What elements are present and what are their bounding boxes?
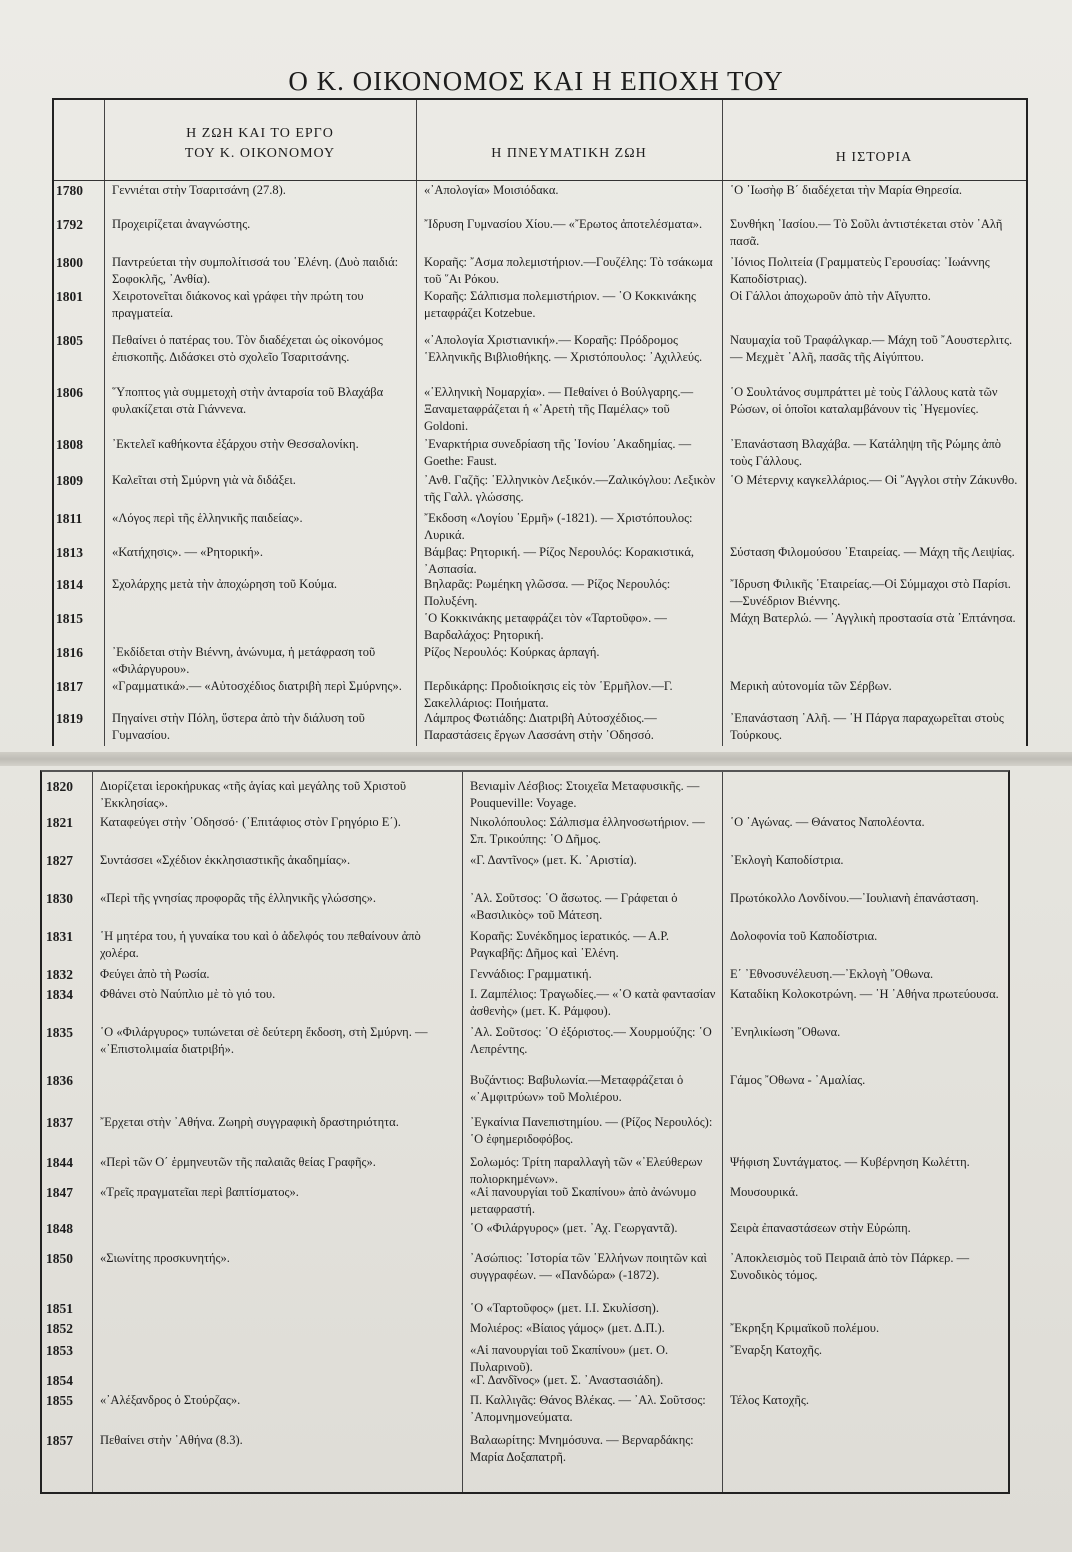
row-year: 1821 [46, 815, 73, 830]
row-history: Μερικὴ αὐτονομία τῶν Σέρβων. [730, 679, 892, 693]
row-spirit: Νικολόπουλος: Σάλπισμα ἑλληνοσωτήριον. — Σπ. Τρικούπης: ῾Ο Δῆμος. [470, 815, 705, 846]
row-life: ῎Ερχεται στὴν ᾿Αθήνα. Ζωηρὴ συγγραφικὴ δραστηριότητα. [100, 1115, 399, 1129]
row-life: «Περὶ τῶν Ο΄ ἑρμηνευτῶν τῆς παλαιᾶς θείας Γραφῆς». [100, 1155, 376, 1169]
row-spirit: Βαλαωρίτης: Μνημόσυνα. — Βερναρδάκης: Μαρία Δοξαπατρῆ. [470, 1433, 694, 1464]
row-life: «Λόγος περὶ τῆς ἑλληνικῆς παιδείας». [112, 511, 303, 525]
row-history: ῎Εκρηξη Κριμαϊκοῦ πολέμου. [730, 1321, 880, 1335]
row-spirit: Κοραῆς: Σάλπισμα πολεμιστήριον. — ῾Ο Κοκκινάκης μεταφράζει Kotzebue. [424, 289, 696, 320]
row-year: 1820 [46, 779, 73, 794]
row-spirit: «Αἱ πανουργίαι τοῦ Σκαπίνου» (μετ. Ο. Πυλαρινοῦ). [470, 1343, 669, 1374]
row-spirit: Ρίζος Νερουλός: Κούρκας ἁρπαγή. [424, 645, 600, 659]
row-life: Πεθαίνει ὁ πατέρας του. Τὸν διαδέχεται ὡς οἰκονόμος ἐπισκοπῆς. Διδάσκει στὸ σχολεῖο Τσαριτσάνης. [112, 333, 383, 364]
row-year: 1851 [46, 1301, 73, 1316]
row-history: ᾿Επανάσταση Βλαχάβα. — Κατάληψη τῆς Ρώμης ἀπὸ τοὺς Γάλλους. [730, 437, 1002, 468]
row-life: Φεύγει ἀπὸ τὴ Ρωσία. [100, 967, 210, 981]
row-spirit: «Αἱ πανουργίαι τοῦ Σκαπίνου» ἀπὸ ἀνώνυμο μεταφραστή. [470, 1185, 697, 1216]
row-year: 1850 [46, 1251, 73, 1266]
row-year: 1831 [46, 929, 73, 944]
row-spirit: ῎Εκδοση «Λογίου ῾Ερμῆ» (-1821). — Χριστόπουλος: Λυρικά. [424, 511, 693, 542]
row-history: Οἱ Γάλλοι ἀποχωροῦν ἀπὸ τὴν Αἴγυπτο. [730, 289, 931, 303]
row-spirit: ᾿Εγκαίνια Πανεπιστημίου. — (Ρίζος Νερουλός): ῾Ο ἐφημεριδοφόβος. [470, 1115, 713, 1146]
row-history: Ε΄ ᾿Εθνοσυνέλευση.—᾿Εκλογὴ ῎Οθωνα. [730, 967, 934, 981]
row-spirit: Βενιαμὶν Λέσβιος: Στοιχεῖα Μεταφυσικῆς. — Pouqueville: Voyage. [470, 779, 700, 810]
header-spirit: Η ΠΝΕΥΜΑΤΙΚΗ ΖΩΗ [491, 146, 647, 161]
row-year: 1834 [46, 987, 73, 1002]
row-history: Ναυμαχία τοῦ Τραφάλγκαρ.— Μάχη τοῦ ῎Αουστερλιτς.— Μεχμὲτ ᾿Αλῆ, πασᾶς τῆς Αἰγύπτου. [730, 333, 1013, 364]
row-year: 1808 [56, 437, 83, 452]
row-year: 1835 [46, 1025, 73, 1040]
row-year: 1813 [56, 545, 83, 560]
row-spirit: «᾿Απολογία» Μοισιόδακα. [424, 183, 559, 197]
row-year: 1848 [46, 1221, 73, 1236]
row-history: Τέλος Κατοχῆς. [730, 1393, 809, 1407]
row-year: 1792 [56, 217, 83, 232]
row-spirit: ᾿Αλ. Σοῦτσος: ῾Ο ἐξόριστος.— Χουρμούζης: ῾Ο Λεπρέντης. [470, 1025, 712, 1056]
row-year: 1827 [46, 853, 73, 868]
row-history: Δολοφονία τοῦ Καποδίστρια. [730, 929, 878, 943]
row-life: «Γραμματικά».— «Αὐτοσχέδιος διατριβὴ περὶ Σμύρνης». [112, 679, 402, 693]
row-history: ῾Ο ᾿Αγώνας. — Θάνατος Ναπολέοντα. [730, 815, 925, 829]
row-history: Συνθήκη ᾿Ιασίου.— Τὸ Σοῦλι ἀντιστέκεται στὸν ᾿Αλῆ πασᾶ. [730, 217, 1003, 248]
row-life: Σχολάρχης μετὰ τὴν ἀποχώρηση τοῦ Κούμα. [112, 577, 338, 591]
row-year: 1809 [56, 473, 83, 488]
row-spirit: Βάμβας: Ρητορική. — Ρίζος Νερουλός: Κορακιστικά, ᾿Ασπασία. [424, 545, 694, 576]
timeline-table-bottom [40, 770, 1010, 1494]
row-history: Ψήφιση Συντάγματος. — Κυβέρνηση Κωλέττη. [730, 1155, 970, 1169]
row-spirit: ᾿Ανθ. Γαζῆς: ῾Ελληνικὸν Λεξικόν.—Ζαλικόγλου: Λεξικὸν τῆς Γαλλ. γλώσσης. [424, 473, 716, 504]
row-year: 1815 [56, 611, 83, 626]
row-life: Φθάνει στὸ Ναύπλιο μὲ τὸ γιό του. [100, 987, 276, 1001]
row-life: «Τρεῖς πραγματεῖαι περὶ βαπτίσματος». [100, 1185, 299, 1199]
row-history: ῾Ο ᾿Ιωσὴφ Β΄ διαδέχεται τὴν Μαρία Θηρεσία. [730, 183, 963, 197]
row-year: 1801 [56, 289, 83, 304]
row-life: Γεννιέται στὴν Τσαριτσάνη (27.8). [112, 183, 286, 197]
row-spirit: ᾿Εναρκτήρια συνεδρίαση τῆς ᾿Ιονίου ᾿Ακαδημίας. — Goethe: Faust. [424, 437, 692, 468]
row-history: Πρωτόκολλο Λονδίνου.—᾿Ιουλιανὴ ἐπανάσταση. [730, 891, 979, 905]
row-year: 1855 [46, 1393, 73, 1408]
row-spirit: ῎Ιδρυση Γυμνασίου Χίου.— «῎Ερωτος ἀποτελέσματα». [424, 217, 703, 231]
row-history: Σύσταση Φιλομούσου ῾Εταιρείας. — Μάχη τῆς Λειψίας. [730, 545, 1015, 559]
row-history: ῾Ο Μέτερνιχ καγκελλάριος.— Οἱ ῎Αγγλοι στὴν Ζάκυνθο. [730, 473, 1018, 487]
row-year: 1780 [56, 183, 83, 198]
row-history: Μάχη Βατερλώ. — ᾿Αγγλικὴ προστασία στὰ ᾿Επτάνησα. [730, 611, 1016, 625]
row-life: ᾿Εκτελεῖ καθήκοντα ἐξάρχου στὴν Θεσσαλονίκη. [112, 437, 359, 451]
row-life: «Σιωνίτης προσκυνητής». [100, 1251, 230, 1265]
row-history: ᾿Ιόνιος Πολιτεία (Γραμματεὺς Γερουσίας: ᾿Ιωάννης Καποδίστριας). [730, 255, 990, 286]
row-life: Παντρεύεται τὴν συμπολίτισσά του ῾Ελένη. (Δυὸ παιδιά: Σοφοκλῆς, ᾿Ανθία). [112, 255, 399, 286]
row-life: ῾Η μητέρα του, ἡ γυναίκα του καὶ ὁ ἀδελφός του πεθαίνουν ἀπὸ χολέρα. [100, 929, 421, 960]
row-year: 1852 [46, 1321, 73, 1336]
row-year: 1832 [46, 967, 73, 982]
row-spirit: Μολιέρος: «Βίαιος γάμος» (μετ. Δ.Π.). [470, 1321, 665, 1335]
row-history: Γάμος ῎Οθωνα - ᾿Αμαλίας. [730, 1073, 866, 1087]
row-spirit: ῾Ο «Ταρτοῦφος» (μετ. Ι.Ι. Σκυλίσση). [470, 1301, 659, 1315]
row-year: 1806 [56, 385, 83, 400]
row-history: ᾿Εκλογὴ Καποδίστρια. [730, 853, 844, 867]
row-year: 1805 [56, 333, 83, 348]
row-year: 1814 [56, 577, 83, 592]
header-life: Η ΖΩΗ ΚΑΙ ΤΟ ΕΡΓΟ ΤΟΥ Κ. ΟΙΚΟΝΟΜΟΥ [184, 126, 336, 161]
row-spirit: Λάμπρος Φωτιάδης: Διατριβὴ Αὐτοσχέδιος.—Παραστάσεις ἔργων Λασσάνη στὴν ᾿Οδησσό. [424, 711, 657, 742]
row-life: Καταφεύγει στὴν ᾿Οδησσό· (᾿Επιτάφιος στὸν Γρηγόριο Ε΄). [100, 815, 401, 829]
row-spirit: ῾Ο «Φιλάργυρος» (μετ. ᾿Αχ. Γεωργαντᾶ). [470, 1221, 678, 1235]
row-year: 1844 [46, 1155, 73, 1170]
row-year: 1836 [46, 1073, 73, 1088]
row-spirit: ᾿Αλ. Σοῦτσος: ῾Ο ἄσωτος. — Γράφεται ὁ «Βασιλικὸς» τοῦ Μάτεση. [470, 891, 678, 922]
row-life: ᾿Εκδίδεται στὴν Βιέννη, ἀνώνυμα, ἡ μετάφραση τοῦ «Φιλάργυρου». [112, 645, 376, 676]
row-life: Καλεῖται στὴ Σμύρνη γιὰ νὰ διδάξει. [112, 473, 296, 487]
row-life: «Κατήχησις». — «Ρητορική». [112, 545, 264, 559]
row-spirit: Περδικάρης: Προδιοίκησις εἰς τὸν ῾Ερμῆλον.—Γ. Σακελλάριος: Ποιήματα. [424, 679, 673, 710]
row-life: Διορίζεται ἱεροκήρυκας «τῆς ἁγίας καὶ μεγάλης τοῦ Χριστοῦ ᾿Εκκλησίας». [100, 779, 407, 810]
row-history: ῾Ο Σουλτάνος συμπράττει μὲ τοὺς Γάλλους κατὰ τῶν Ρώσων, οἱ ὁποῖοι καταλαμβάνουν τὶς ῾Ηγεμονίες. [730, 385, 998, 416]
row-history: ῎Εναρξη Κατοχῆς. [730, 1343, 823, 1357]
row-spirit: ῾Ο Κοκκινάκης μεταφράζει τὸν «Ταρτοῦφο». — Βαρδαλάχος: Ρητορική. [424, 611, 667, 642]
row-spirit: Κοραῆς: Συνέκδημος ἱερατικός. — Α.Ρ. Ραγκαβῆς: Δῆμος καὶ ῾Ελένη. [470, 929, 670, 960]
row-history: ῎Ιδρυση Φιλικῆς ῾Εταιρείας.—Οἱ Σύμμαχοι στὸ Παρίσι.—Συνέδριον Βιέννης. [730, 577, 1011, 608]
row-life: «Περὶ τῆς γνησίας προφορᾶς τῆς ἑλληνικῆς γλώσσης». [100, 891, 376, 905]
row-history: Καταδίκη Κολοκοτρώνη. — ῾Η ᾿Αθήνα πρωτεύουσα. [730, 987, 999, 1001]
row-history: ᾿Ενηλικίωση ῎Οθωνα. [730, 1025, 841, 1039]
row-year: 1853 [46, 1343, 73, 1358]
row-year: 1857 [46, 1433, 73, 1448]
row-spirit: Γεννάδιος: Γραμματική. [470, 967, 592, 981]
row-spirit: «᾿Απολογία Χριστιανική».— Κοραῆς: Πρόδρομος ῾Ελληνικῆς Βιβλιοθήκης. — Χριστόπουλος: ᾿Αχιλλεύς. [424, 333, 703, 364]
row-year: 1830 [46, 891, 73, 906]
row-year: 1837 [46, 1115, 73, 1130]
row-life: ῞Υποπτος γιὰ συμμετοχὴ στὴν ἀνταρσία τοῦ Βλαχάβα φυλακίζεται στὰ Γιάννενα. [112, 385, 384, 416]
row-history: ᾿Αποκλεισμὸς τοῦ Πειραιᾶ ἀπὸ τὸν Πάρκερ. — Συνοδικὸς τόμος. [730, 1251, 970, 1282]
row-spirit: Βηλαρᾶς: Ρωμέηκη γλῶσσα. — Ρίζος Νερουλός: Πολυξένη. [424, 577, 671, 608]
row-life: Συντάσσει «Σχέδιον ἐκκλησιαστικῆς ἀκαδημίας». [100, 853, 351, 867]
row-spirit: Σολωμός: Τρίτη παραλλαγὴ τῶν «᾿Ελεύθερων πολιορκημένων». [470, 1155, 703, 1186]
row-spirit: «῾Ελληνικὴ Νομαρχία». — Πεθαίνει ὁ Βούλγαρης.— Ξαναμεταφράζεται ἡ «᾿Αρετὴ τῆς Παμέλας» τοῦ Goldoni. [424, 385, 694, 433]
row-year: 1847 [46, 1185, 73, 1200]
row-life: «᾿Αλέξανδρος ὁ Στούρζας». [100, 1393, 241, 1407]
page-fold [0, 752, 1072, 766]
row-year: 1854 [46, 1373, 73, 1388]
row-history: Σειρὰ ἐπαναστάσεων στὴν Εὐρώπη. [730, 1221, 911, 1235]
header-history: Η ΙΣΤΟΡΙΑ [835, 150, 913, 165]
row-year: 1816 [56, 645, 83, 660]
row-life: Χειροτονεῖται διάκονος καὶ γράφει τὴν πρώτη του πραγματεία. [112, 289, 364, 320]
row-spirit: Π. Καλλιγᾶς: Θάνος Βλέκας. — ᾿Αλ. Σοῦτσος: ᾿Απομνημονεύματα. [470, 1393, 706, 1424]
timeline-table-top [52, 98, 1028, 746]
row-history: Μουσουρικά. [730, 1185, 799, 1199]
row-spirit: Κοραῆς: ῎Ασμα πολεμιστήριον.—Γουζέλης: Τὸ τσάκωμα τοῦ ῞Αι Ρόκου. [424, 255, 713, 286]
row-spirit: Ι. Ζαμπέλιος: Τραγωδίες.— «῾Ο κατὰ φαντασίαν ἀσθενὴς» (μετ. Κ. Ράμφου). [470, 987, 716, 1018]
row-life: Πηγαίνει στὴν Πόλη, ὕστερα ἀπὸ τὴν διάλυση τοῦ Γυμνασίου. [112, 711, 365, 742]
row-year: 1800 [56, 255, 83, 270]
row-spirit: ᾿Ασώπιος: ᾿Ιστορία τῶν ῾Ελλήνων ποιητῶν καὶ συγγραφέων. — «Πανδώρα» (-1872). [470, 1251, 707, 1282]
row-year: 1817 [56, 679, 83, 694]
row-life: ῾Ο «Φιλάργυρος» τυπώνεται σὲ δεύτερη ἔκδοση, στὴ Σμύρνη. — «᾿Επιστολιμαία διατριβή». [100, 1025, 428, 1056]
row-life: Πεθαίνει στὴν ᾿Αθήνα (8.3). [100, 1433, 243, 1447]
row-year: 1819 [56, 711, 83, 726]
row-spirit: «Γ. Δαντῖνος» (μετ. Κ. ᾿Αριστία). [470, 853, 637, 867]
row-year: 1811 [56, 511, 83, 526]
page-title: Ο Κ. ΟΙΚΟΝΟΜΟΣ ΚΑΙ Η ΕΠΟΧΗ ΤΟΥ [288, 66, 784, 96]
row-history: ᾿Επανάσταση ᾿Αλῆ. — ῾Η Πάργα παραχωρεῖται στοὺς Τούρκους. [730, 711, 1004, 742]
row-spirit: Βυζάντιος: Βαβυλωνία.—Μεταφράζεται ὁ «᾿Αμφιτρύων» τοῦ Μολιέρου. [470, 1073, 684, 1104]
row-spirit: «Γ. Δανδῖνος» (μετ. Σ. ᾿Αναστασιάδη). [470, 1373, 664, 1387]
row-life: Προχειρίζεται ἀναγνώστης. [112, 217, 251, 231]
